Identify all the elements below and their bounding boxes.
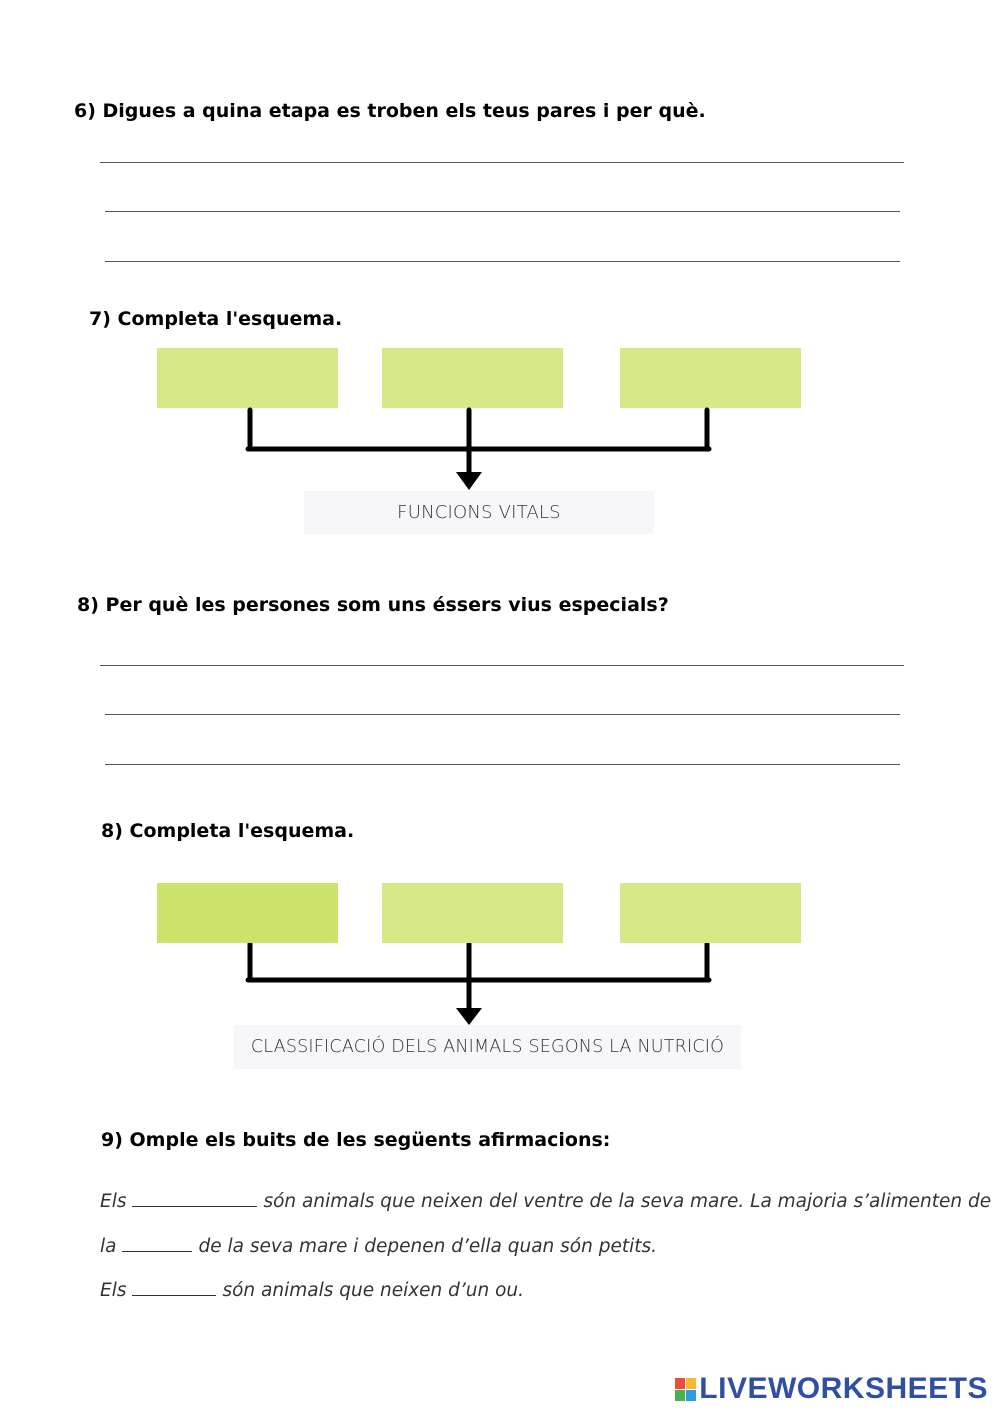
- logo-mark-icon: [675, 1378, 696, 1401]
- schema-answer-box-2[interactable]: [382, 348, 563, 408]
- question-9-title: 9) Omple els buits de les següents afirmacions:: [101, 1129, 611, 1151]
- blank-field[interactable]: [132, 1294, 216, 1296]
- question-6-title: 6) Digues a quina etapa es troben els teus pares i per què.: [74, 100, 706, 122]
- sentence-text: són animals que neixen d’un ou.: [222, 1280, 525, 1301]
- schema-label-funcions-vitals: FUNCIONS VITALS: [304, 491, 654, 534]
- blank-field[interactable]: [122, 1250, 192, 1252]
- answer-line[interactable]: [105, 211, 900, 212]
- liveworksheets-logo[interactable]: [675, 1372, 988, 1406]
- schema-label-classificacio: CLASSIFICACIÓ DELS ANIMALS SEGONS LA NUTRICIÓ: [234, 1025, 741, 1069]
- answer-line[interactable]: [105, 714, 900, 715]
- question-8-title: 8) Per què les persones som uns éssers vius especials?: [77, 594, 669, 616]
- answer-line[interactable]: [105, 764, 900, 765]
- sentence-text: la: [100, 1236, 117, 1257]
- schema-answer-box-1[interactable]: [157, 883, 338, 943]
- sentence-text: de la seva mare i depenen d’ella quan són petits.: [198, 1236, 658, 1257]
- fill-blank-sentence-2: [100, 1236, 657, 1257]
- sentence-text: Els: [100, 1191, 127, 1212]
- fill-blank-sentence-3: [100, 1280, 524, 1301]
- logo-text: LIVEWORKSHEETS: [699, 1372, 988, 1405]
- schema-answer-box-3[interactable]: [620, 883, 801, 943]
- schema-answer-box-3[interactable]: [620, 348, 801, 408]
- question-7-title: 7) Completa l'esquema.: [89, 308, 343, 330]
- question-8b-title: 8) Completa l'esquema.: [101, 820, 355, 842]
- schema-answer-box-1[interactable]: [157, 348, 338, 408]
- blank-field[interactable]: [132, 1205, 257, 1207]
- answer-line[interactable]: [100, 665, 904, 666]
- schema-answer-box-2[interactable]: [382, 883, 563, 943]
- sentence-text: són animals que neixen del ventre de la seva mare. La majoria s’alimenten de: [263, 1191, 992, 1212]
- answer-line[interactable]: [105, 261, 900, 262]
- sentence-text: Els: [100, 1280, 127, 1301]
- answer-line[interactable]: [100, 162, 904, 163]
- fill-blank-sentence-1: [100, 1191, 991, 1212]
